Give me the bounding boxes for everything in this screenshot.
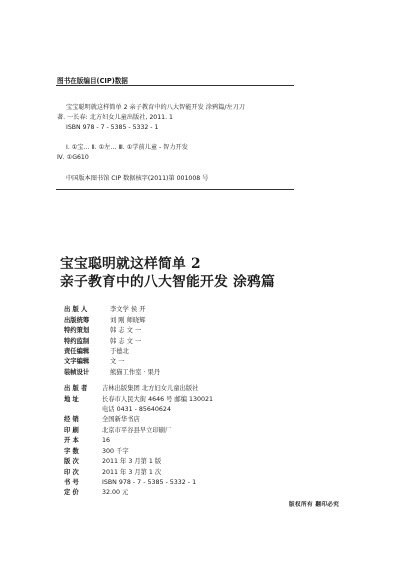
- credit-label: 装帧设计: [64, 369, 90, 376]
- credit-value: 熊猫工作室 · 果丹: [110, 369, 161, 376]
- publish-value: 300 千字: [102, 448, 129, 455]
- cip-header: 图书在版编目(CIP)数据: [57, 77, 128, 85]
- credit-label: 出版统筹: [64, 317, 90, 324]
- cip-line-category: Ⅳ. ①G610: [57, 154, 89, 161]
- publish-label: 版 次: [64, 458, 79, 465]
- credit-row: [64, 317, 146, 325]
- publish-value: 16: [102, 437, 111, 444]
- cip-line-record-number: 中国版本图书馆 CIP 数据核字(2011)第 001008 号: [66, 175, 209, 182]
- credit-label: 文字编辑: [64, 358, 90, 365]
- credit-value: 韩 志 文 一: [110, 338, 142, 345]
- cip-line-2: 著. 一长春: 北方妇女儿童出版社, 2011. 1: [57, 114, 173, 121]
- publish-value: 32.00 元: [102, 489, 129, 496]
- rights-notice: 版权所有 翻印必究: [289, 502, 340, 508]
- credit-value: 文 一: [110, 358, 125, 365]
- publish-row: [64, 396, 213, 404]
- cip-top-rule: [56, 85, 294, 86]
- publish-value: 北京市平谷县早立印刷厂: [102, 427, 172, 434]
- credit-row: [64, 327, 141, 335]
- credit-value: 韩 志 文 一: [110, 327, 142, 334]
- cip-line-classification: Ⅰ. ①宝… Ⅱ. ①左… Ⅲ. ①学前儿童 - 智力开发: [66, 144, 188, 151]
- publish-row: [64, 437, 110, 445]
- publish-label: 印 刷: [64, 427, 79, 434]
- publish-row: [64, 469, 161, 477]
- credit-row: [64, 338, 141, 346]
- publish-label: 开 本: [64, 437, 79, 444]
- publish-value: 全国新华书店: [102, 416, 140, 423]
- cip-line-isbn: ISBN 978 - 7 - 5385 - 5332 - 1: [66, 124, 159, 131]
- publish-label: 印 次: [64, 469, 79, 476]
- credit-value: 李文学 侯 开: [110, 306, 146, 313]
- publish-label: 经 销: [64, 416, 79, 423]
- credit-value: 刘 刚 师晓辉: [110, 317, 146, 324]
- publish-row: [64, 416, 140, 424]
- cip-bottom-rule: [56, 189, 294, 190]
- publish-value: 2011 年 3 月第 1 版: [102, 458, 162, 465]
- publish-label: 书 号: [64, 479, 79, 486]
- credit-row: [64, 369, 160, 377]
- publish-row: [64, 406, 171, 414]
- credit-label: 出 版 人: [64, 306, 88, 313]
- publish-row: [64, 458, 161, 466]
- cip-line-1: 宝宝聪明就这样简单 2 亲子教育中的八大智能开发 涂鸦篇/左刀刀: [66, 104, 245, 111]
- publish-row: [64, 385, 198, 393]
- publish-label: 地 址: [64, 396, 79, 403]
- publish-value: 吉林出版集团 北方妇女儿童出版社: [102, 385, 199, 392]
- publish-row: [64, 448, 129, 456]
- credit-label: 特约策划: [64, 327, 90, 334]
- credit-row: [64, 348, 129, 356]
- credit-label: 责任编辑: [64, 348, 90, 355]
- publish-value: 长春市人民大街 4646 号 邮编 130021: [102, 396, 214, 403]
- publish-value: 2011 年 3 月第 1 次: [102, 469, 162, 476]
- credit-label: 特约监制: [64, 338, 90, 345]
- publish-value: 电话 0431 - 85640624: [102, 406, 171, 413]
- publish-label: 字 数: [64, 448, 79, 455]
- publish-row: [64, 489, 128, 497]
- credit-row: [64, 358, 125, 366]
- publish-label: 出 版 者: [64, 385, 88, 392]
- credit-row: [64, 306, 146, 314]
- publish-row: [64, 427, 171, 435]
- book-title-line-2: 亲子教育中的八大智能开发 涂鸦篇: [60, 274, 275, 290]
- publish-value: ISBN 978 - 7 - 5385 - 5332 - 1: [102, 479, 197, 486]
- publish-label: 定 价: [64, 489, 79, 496]
- book-title-line-1: 宝宝聪明就这样简单 2: [60, 256, 201, 272]
- credit-value: 于德北: [110, 348, 129, 355]
- publish-row: [64, 479, 196, 487]
